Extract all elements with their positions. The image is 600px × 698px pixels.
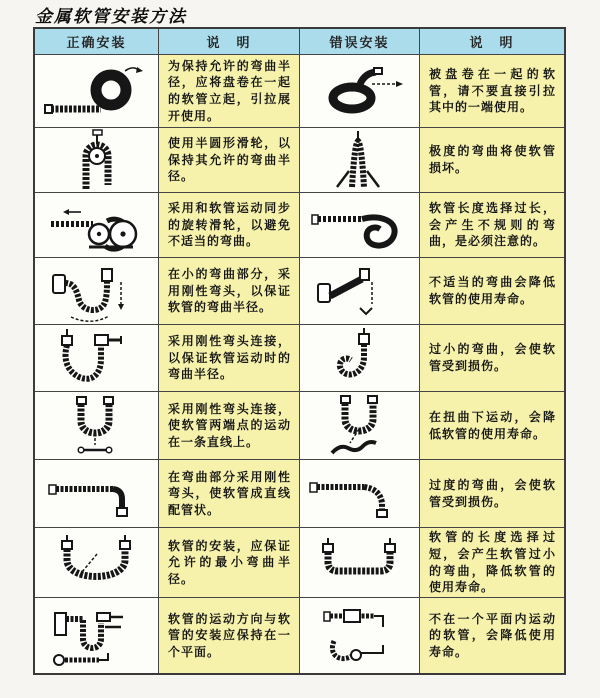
- illustration-hose-rigid-elbow-small-bend: [35, 258, 159, 325]
- desc-wrong-row7: 过度的弯曲，会使软管受到损伤。: [429, 477, 556, 509]
- desc-wrong-row4: 不适当的弯曲会降低软管的使用寿命。: [429, 275, 556, 306]
- header-description-left: 说 明: [159, 29, 300, 55]
- desc-wrong-row2: 极度的弯曲将使软管损坏。: [429, 144, 556, 175]
- page-title: 金属软管安装方法: [35, 7, 187, 27]
- desc-wrong-row5: 过小的弯曲，会使软管受到损伤。: [429, 342, 556, 373]
- desc-wrong-row3: 软管长度选择过长，会产生不规则的弯曲，是必须注意的。: [429, 201, 556, 249]
- illustration-hose-u-twisted-motion: [300, 392, 420, 460]
- illustration-hose-minimum-bend-radius-u: [35, 528, 159, 598]
- desc-wrong-row6: 在扭曲下运动，会降低软管的使用寿命。: [429, 409, 556, 441]
- desc-correct-row7: 在弯曲部分采用刚性弯头，使软管成直线配管状。: [168, 469, 291, 517]
- installation-methods-table: [33, 27, 566, 675]
- desc-wrong-row8: 软管的长度选择过短，会产生软管过小的弯曲，降低软管的使用寿命。: [429, 530, 556, 595]
- header-description-right: 说 明: [420, 29, 564, 55]
- illustration-coiled-hose-standing: [35, 55, 159, 128]
- desc-correct-row6: 采用刚性弯头连接，使软管两端点的运动在一条直线上。: [168, 401, 291, 449]
- illustration-hose-too-long-irregular-loop: [300, 193, 420, 258]
- desc-correct-row1: 为保持允许的弯曲半径，应将盘卷在一起的软管立起，引拉展开使用。: [168, 58, 291, 123]
- desc-correct-row9: 软管的运动方向与软管的安装应保持在一个平面。: [168, 611, 291, 659]
- desc-correct-row2: 使用半圆形滑轮，以保持其允许的弯曲半径。: [168, 136, 291, 184]
- illustration-hose-motion-out-of-plane: [300, 598, 420, 673]
- illustration-hose-u-ends-inline-motion: [35, 392, 159, 460]
- illustration-hose-overbent-end: [300, 460, 420, 528]
- desc-correct-row8: 软管的安装，应保证允许的最小弯曲半径。: [168, 538, 291, 586]
- illustration-hose-straight-run-rigid-elbow: [35, 460, 159, 528]
- desc-wrong-row1: 被盘卷在一起的软管，请不要直接引拉其中的一端使用。: [429, 67, 556, 115]
- illustration-hose-u-loop-rigid-elbow-connection: [35, 325, 159, 392]
- illustration-hose-over-semicircular-pulley: [35, 128, 159, 193]
- desc-correct-row5: 采用刚性弯头连接，以保证软管运动时的弯曲半径。: [168, 334, 291, 382]
- header-wrong-install: 错误安装: [300, 29, 420, 55]
- desc-wrong-row9: 不在一个平面内运动的软管，会降低使用寿命。: [429, 611, 556, 659]
- illustration-hose-synchronized-rotating-pulleys: [35, 193, 159, 258]
- illustration-hose-too-small-hook-bend: [300, 325, 420, 392]
- illustration-coiled-hose-flat-pulled: [300, 55, 420, 128]
- desc-correct-row3: 采用和软管运动同步的旋转滑轮，以避免不适当的弯曲。: [168, 201, 291, 249]
- illustration-hose-too-short-flat-u: [300, 528, 420, 598]
- illustration-hose-sharp-fold: [300, 128, 420, 193]
- header-correct-install: 正确安装: [35, 29, 159, 55]
- desc-correct-row4: 在小的弯曲部分，采用刚性弯头，以保证软管的弯曲半径。: [168, 267, 291, 315]
- illustration-hose-improper-diagonal-bend: [300, 258, 420, 325]
- illustration-hose-motion-single-plane-trap: [35, 598, 159, 673]
